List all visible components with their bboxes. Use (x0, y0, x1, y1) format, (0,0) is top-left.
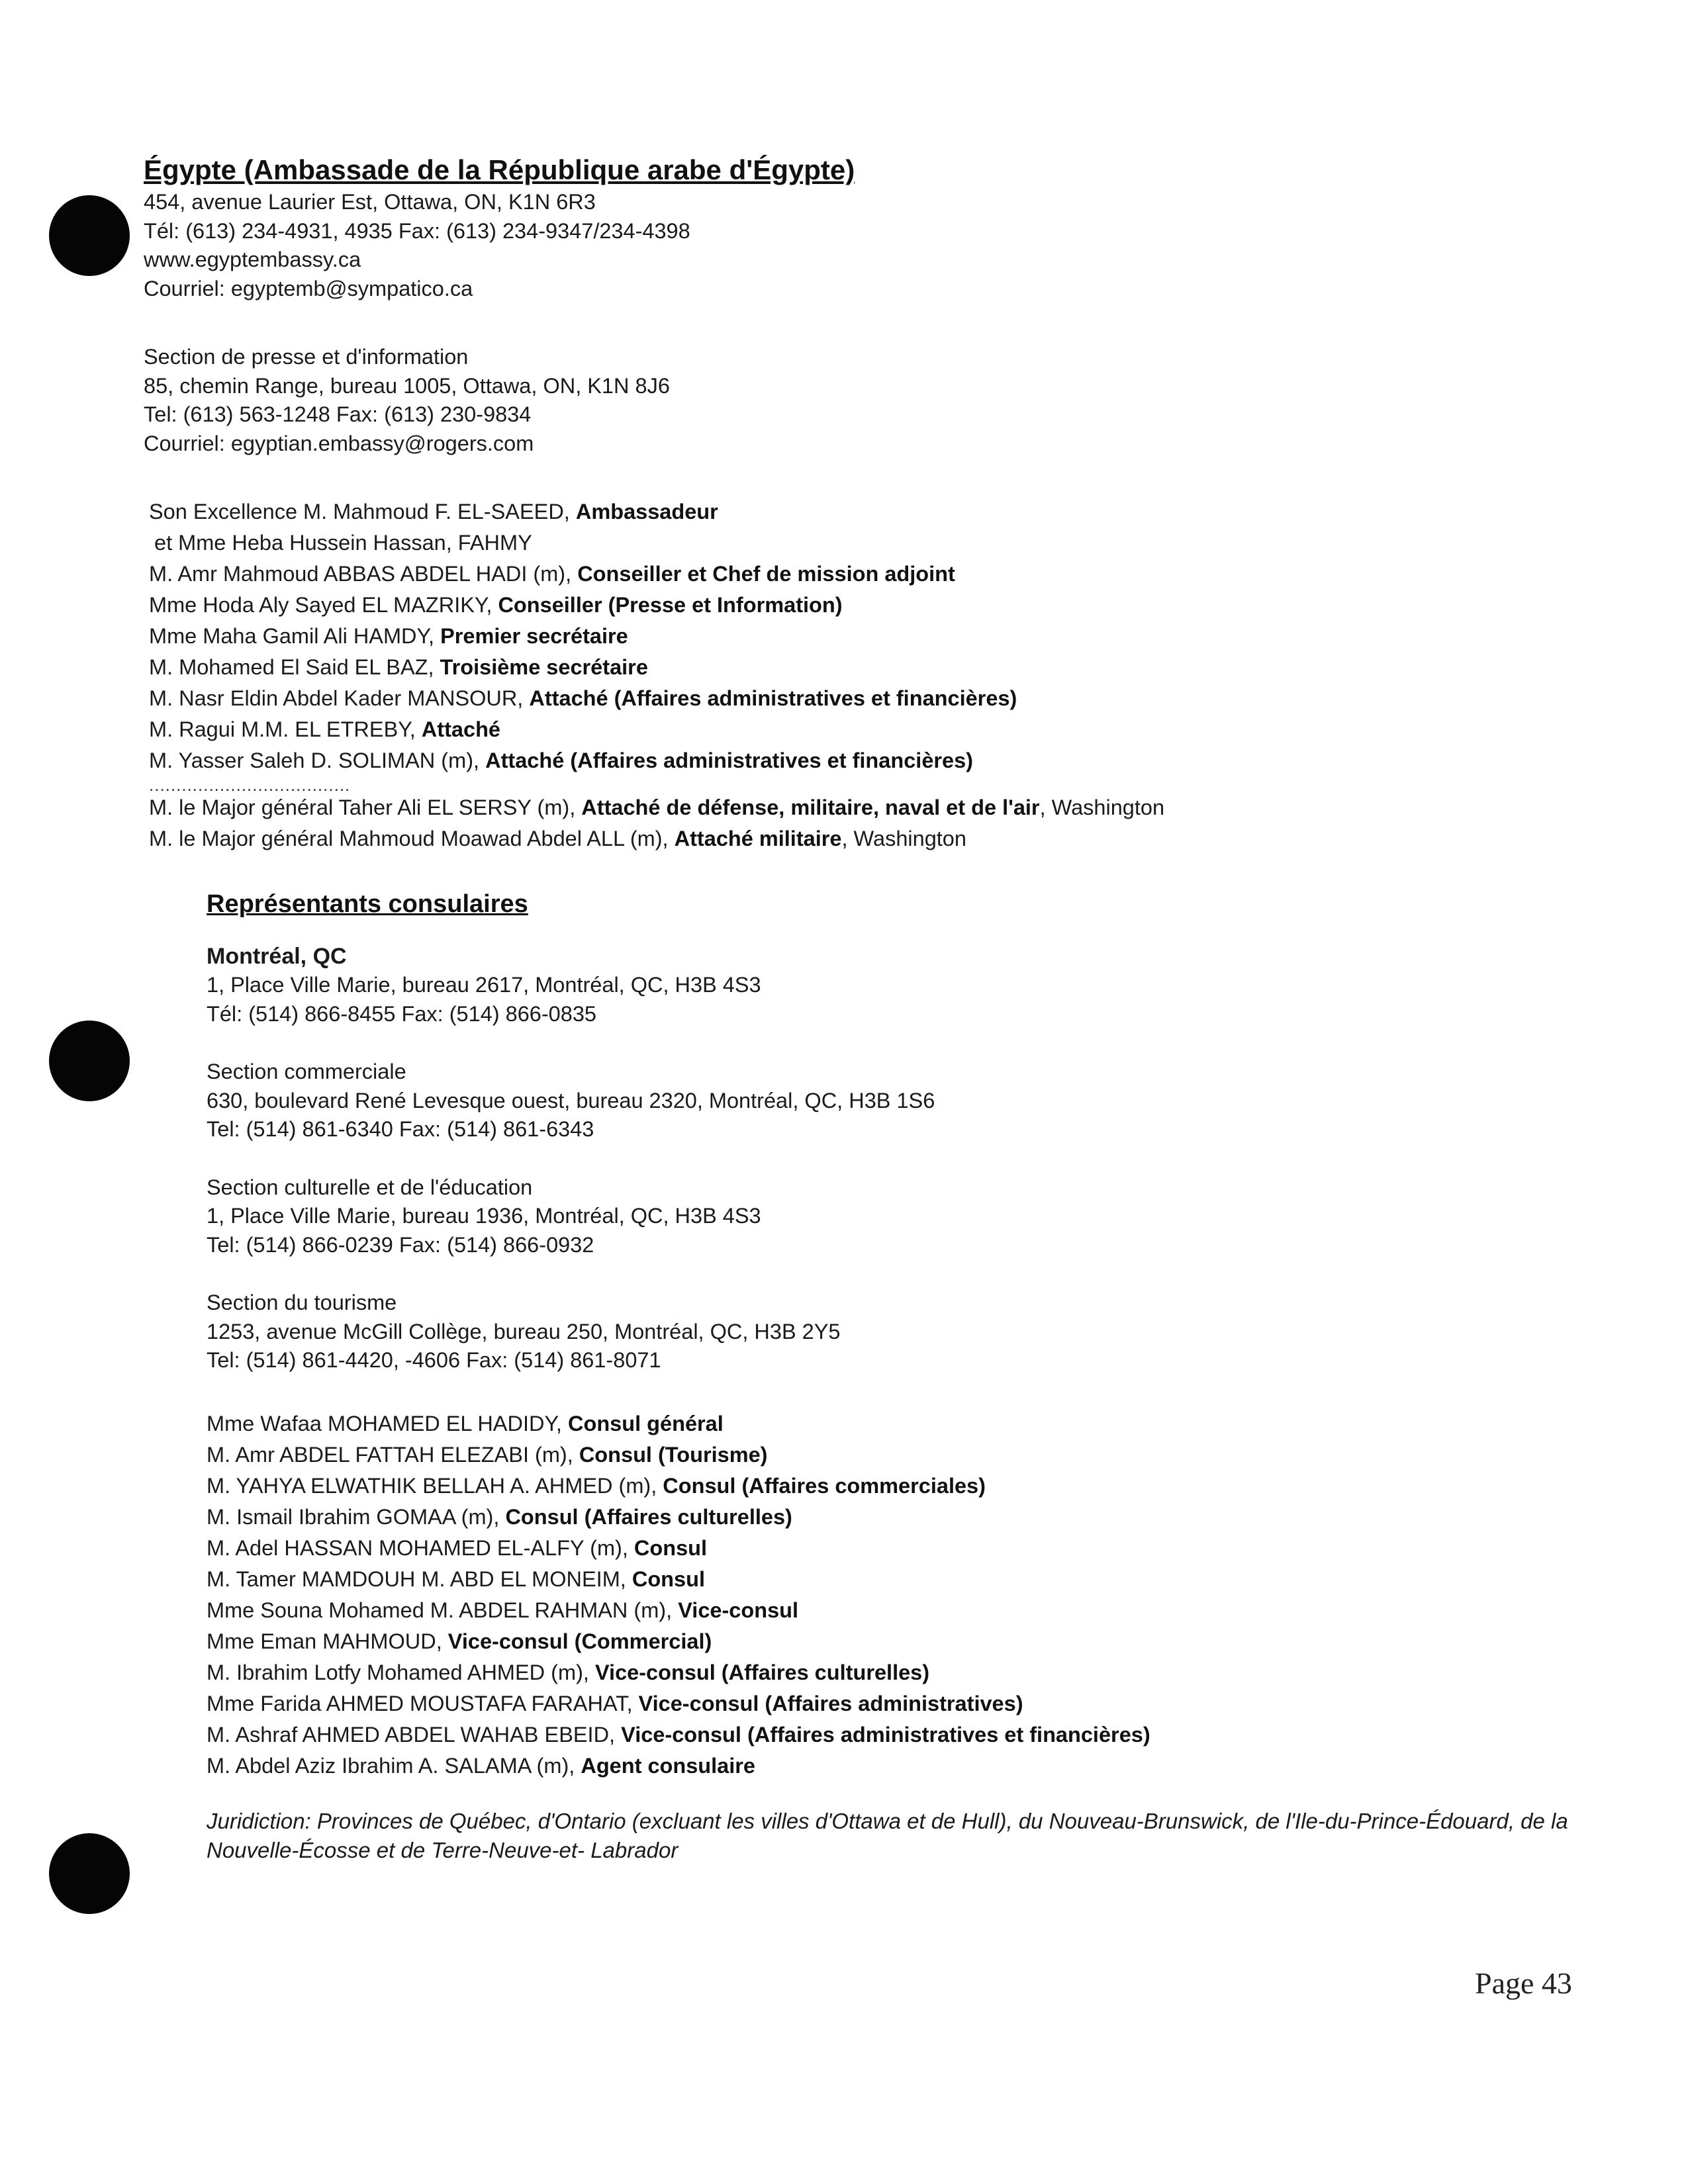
consular-block (207, 890, 1610, 1865)
press-section (144, 343, 670, 458)
section-name: Section commerciale (207, 1060, 406, 1083)
consular-staff-entry: M. Amr ABDEL FATTAH ELEZABI (m), Consul (Tourisme) (207, 1442, 768, 1467)
staff-entry: M. Nasr Eldin Abdel Kader MANSOUR, Attaché (Affaires administratives et financières) (149, 686, 1017, 710)
consulate-address: 1, Place Ville Marie, bureau 2617, Montréal, QC, H3B 4S3 (207, 973, 761, 997)
embassy-website: www.egyptembassy.ca (144, 248, 361, 271)
consular-staff-entry: M. Ismail Ibrahim GOMAA (m), Consul (Affaires culturelles) (207, 1504, 792, 1529)
staff-entry: et Mme Heba Hussein Hassan, FAHMY (154, 531, 532, 555)
consular-heading: Représentants consulaires (207, 890, 528, 918)
staff-entry: Mme Hoda Aly Sayed EL MAZRIKY, Conseiller (Presse et Information) (149, 593, 843, 617)
binder-hole (49, 1833, 130, 1914)
embassy-email: Courriel: egyptemb@sympatico.ca (144, 276, 473, 300)
staff-entry: M. Mohamed El Said EL BAZ, Troisième secrétaire (149, 655, 648, 679)
cultural-section (207, 1173, 1610, 1260)
consular-staff-list (207, 1408, 1610, 1782)
press-section-name: Section de presse et d'information (144, 345, 469, 369)
consular-staff-entry: M. Adel HASSAN MOHAMED EL-ALFY (m), Consul (207, 1535, 708, 1560)
page-number: Page 43 (1475, 1966, 1572, 2000)
military-staff-entry: M. le Major général Mahmoud Moawad Abdel ALL (m), Attaché militaire, Washington (149, 827, 966, 850)
consulate-city: Montréal, QC (207, 944, 347, 969)
press-section-email: Courriel: egyptian.embassy@rogers.com (144, 431, 534, 455)
consular-staff-entry: Mme Farida AHMED MOUSTAFA FARAHAT, Vice-consul (Affaires administratives) (207, 1691, 1023, 1715)
consulate-phone: Tél: (514) 866-8455 Fax: (514) 866-0835 (207, 1001, 596, 1026)
consular-staff-entry: M. Abdel Aziz Ibrahim A. SALAMA (m), Agent consulaire (207, 1753, 756, 1778)
section-phone: Tel: (514) 861-4420, -4606 Fax: (514) 861-8071 (207, 1348, 661, 1372)
military-staff-entry: M. le Major général Taher Ali EL SERSY (m), Attaché de défense, militaire, naval et de l'air, Washington (149, 796, 1165, 819)
staff-entry: Mme Maha Gamil Ali HAMDY, Premier secrétaire (149, 624, 628, 648)
section-address: 1253, avenue McGill Collège, bureau 250, Montréal, QC, H3B 2Y5 (207, 1319, 841, 1343)
section-name: Section du tourisme (207, 1291, 397, 1314)
embassy-staff-list (149, 496, 1164, 854)
staff-entry: Son Excellence M. Mahmoud F. EL-SAEED, Ambassadeur (149, 500, 718, 523)
press-section-phone: Tel: (613) 563-1248 Fax: (613) 230-9834 (144, 402, 532, 426)
section-address: 630, boulevard René Levesque ouest, bureau 2320, Montréal, QC, H3B 1S6 (207, 1088, 935, 1113)
staff-entry: M. Ragui M.M. EL ETREBY, Attaché (149, 717, 500, 741)
press-section-address: 85, chemin Range, bureau 1005, Ottawa, ON, K1N 8J6 (144, 373, 670, 398)
embassy-phone: Tél: (613) 234-4931, 4935 Fax: (613) 234-9347/234-4398 (144, 218, 690, 243)
tourism-section (207, 1289, 1610, 1375)
embassy-address: 454, avenue Laurier Est, Ottawa, ON, K1N 6R3 (144, 190, 596, 214)
consular-staff-entry: Mme Wafaa MOHAMED EL HADIDY, Consul général (207, 1411, 724, 1435)
separator-dots: ..................................... (149, 775, 351, 795)
section-name: Section culturelle et de l'éducation (207, 1175, 533, 1199)
binder-hole (49, 195, 130, 276)
consular-staff-entry: M. YAHYA ELWATHIK BELLAH A. AHMED (m), Consul (Affaires commerciales) (207, 1473, 986, 1498)
consular-staff-entry: Mme Eman MAHMOUD, Vice-consul (Commercial) (207, 1629, 712, 1653)
binder-hole (49, 1021, 130, 1101)
embassy-title: Égypte (Ambassade de la République arabe d'Égypte) (144, 154, 855, 185)
consular-staff-entry: M. Ibrahim Lotfy Mohamed AHMED (m), Vice-consul (Affaires culturelles) (207, 1660, 930, 1684)
staff-entry: M. Yasser Saleh D. SOLIMAN (m), Attaché (Affaires administratives et financières) (149, 749, 974, 772)
staff-entry: M. Amr Mahmoud ABBAS ABDEL HADI (m), Conseiller et Chef de mission adjoint (149, 562, 955, 586)
embassy-block (144, 154, 855, 303)
commercial-section (207, 1058, 1610, 1144)
consular-staff-entry: M. Ashraf AHMED ABDEL WAHAB EBEID, Vice-consul (Affaires administratives et financières) (207, 1722, 1150, 1747)
consular-staff-entry: Mme Souna Mohamed M. ABDEL RAHMAN (m), Vice-consul (207, 1598, 799, 1622)
consular-staff-entry: M. Tamer MAMDOUH M. ABD EL MONEIM, Consul (207, 1567, 705, 1591)
section-phone: Tel: (514) 861-6340 Fax: (514) 861-6343 (207, 1117, 594, 1141)
jurisdiction-note: Juridiction: Provinces de Québec, d'Ontario (excluant les villes d'Ottawa et de Hull), du Nouveau-Brunswick, de l'Ile-du-Prince-Édouard, de la Nouvelle-Écosse et de Terre-Neuve-et- Labrador (207, 1808, 1568, 1862)
section-address: 1, Place Ville Marie, bureau 1936, Montréal, QC, H3B 4S3 (207, 1204, 761, 1228)
section-phone: Tel: (514) 866-0239 Fax: (514) 866-0932 (207, 1232, 594, 1257)
